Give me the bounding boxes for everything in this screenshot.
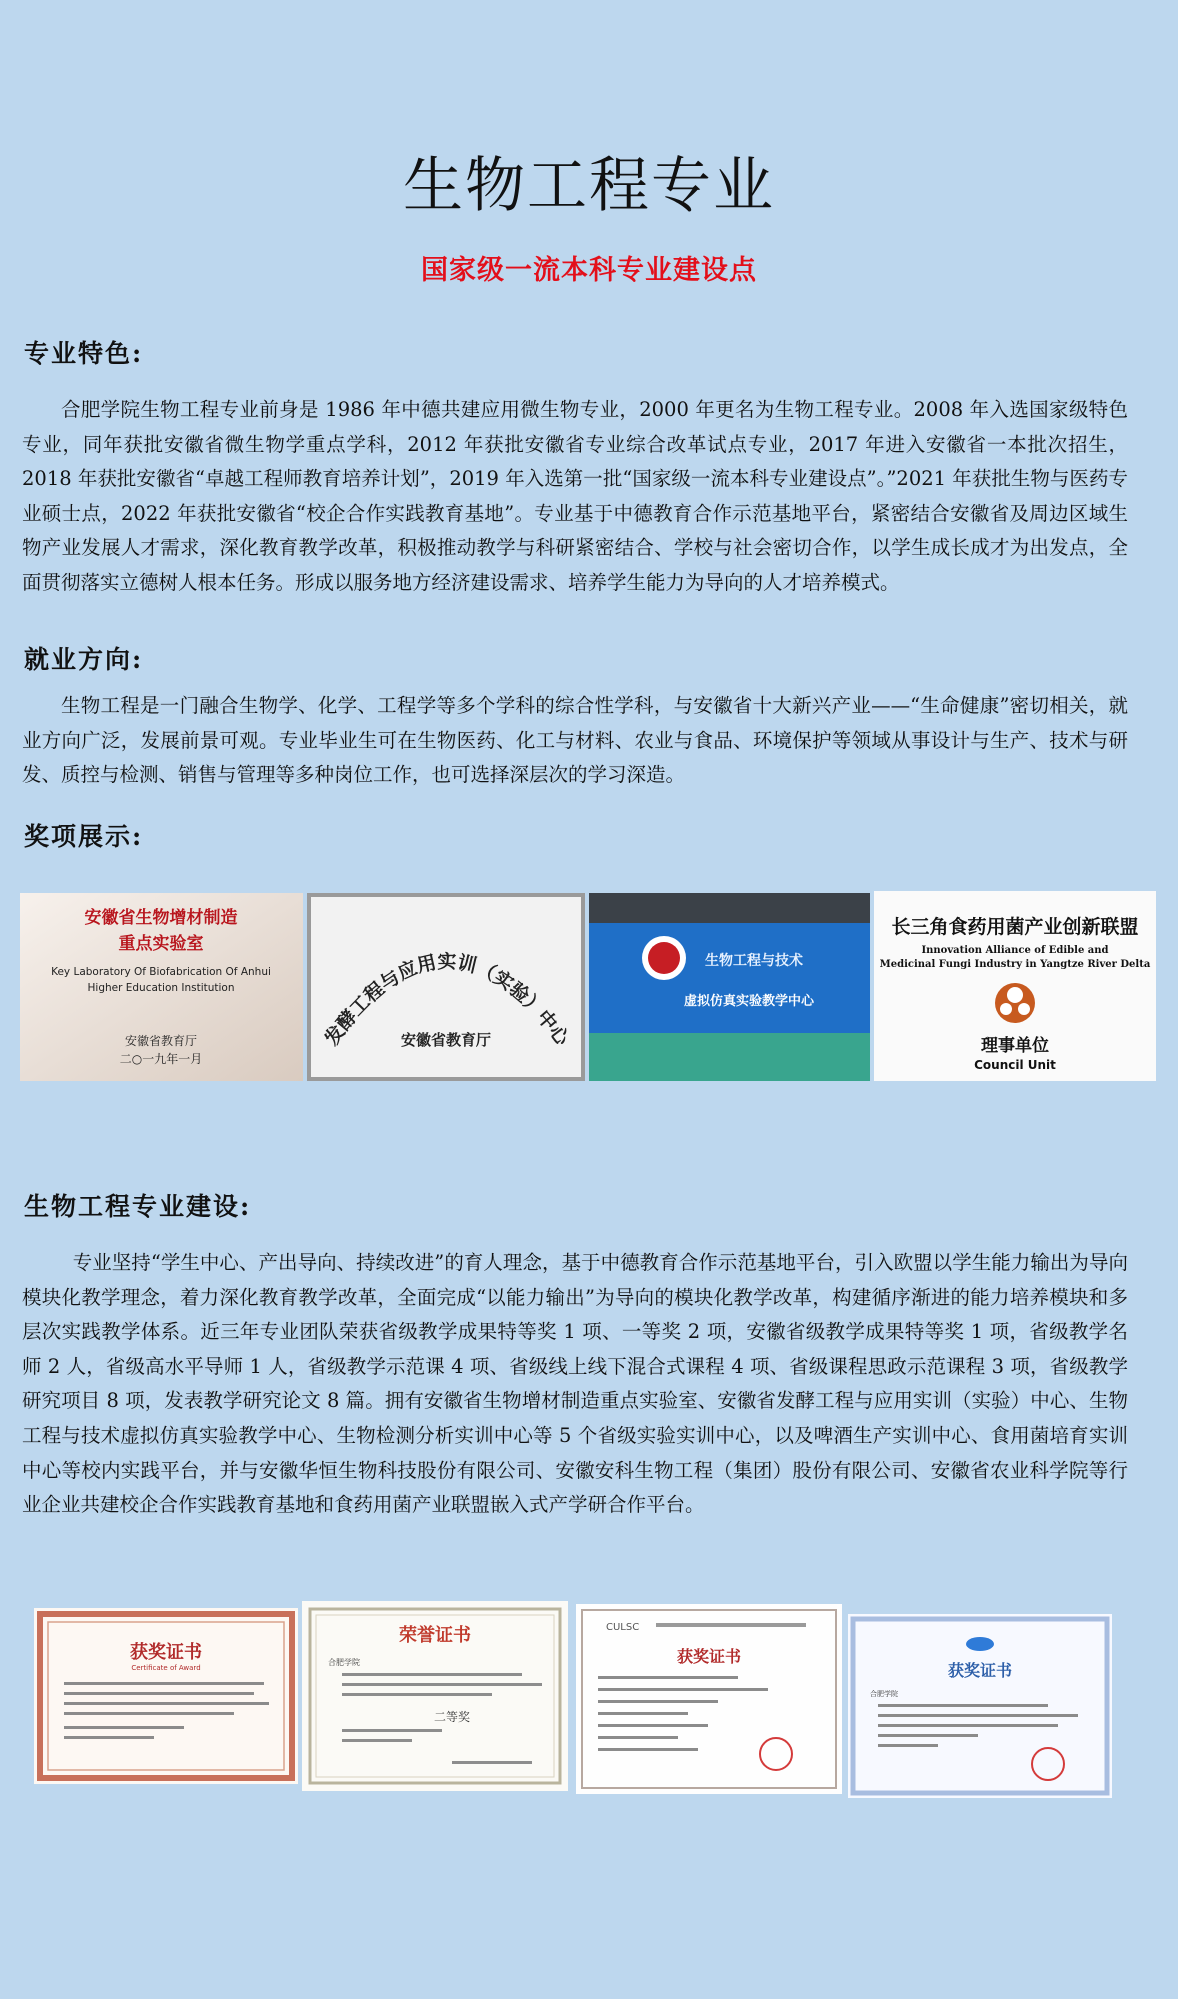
construction-heading: 生物工程专业建设: [24,1192,252,1221]
fungi-line2: Innovation Alliance of Edible and [921,945,1109,956]
key-lab-line4: Higher Education Institution [87,982,235,994]
cert1-subtitle: Certificate of Award [131,1664,201,1672]
cert4-logo-icon [966,1637,994,1651]
fungi-line3: Medicinal Fungi Industry in Yangtze River Delta [879,959,1151,970]
mushroom-logo-icon [995,983,1035,1023]
construction-body: 专业坚持“学生中心、产出导向、持续改进”的育人理念，基于中德教育合作示范基地平台，引入欧盟以学生能力输出为导向模块化教学理念，着力深化教育教学改革，全面完成“以能力输出”为导向的模块化教学改革，构建循序渐进的能力培养模块和多层次实践教学体系。近三年专业团队荣获省级教学成果特等奖 1 项、一等奖 2 项，安徽省级教学成果特等奖 1 项，省级教学名师 2 人，省级高水平导师 1 人，省级教学示范课 4 项、省级线上线下混合式课程 4 项、省级课程思政示范课程 3 项，省级教学研究项目 8 项，发表教学研究论文 8 篇。拥有安徽省生物增材制造重点实验室、安徽省发酵工程与应用实训（实验）中心、生物工程与技术虚拟仿真实验教学中心、生物检测分析实训中心等 5 个省级实验实训中心，以及啤酒生产实训中心、食用菌培育实训中心等校内实践平台，并与安徽华恒生物科技股份有限公司、安徽安科生物工程（集团）股份有限公司、安徽省农业科学院等行业企业共建校企合作实践教育基地和食药用菌产业联盟嵌入式产学研合作平台。 [22,1251,1128,1517]
key-lab-line2: 重点实验室 [118,934,204,954]
fermentation-bottom: 安徽省教育厅 [400,1031,492,1049]
award-photo-fungi-alliance [874,891,1156,1081]
certificate-1 [34,1608,298,1784]
key-lab-line3: Key Laboratory Of Biofabrication Of Anhui [51,966,271,978]
cert1-title: 获奖证书 [130,1642,202,1663]
employment-body: 生物工程是一门融合生物学、化学、工程学等多个学科的综合性学科，与安徽省十大新兴产业——“生命健康”密切相关，就业方向广泛，发展前景可观。专业毕业生可在生物医药、化工与材料、农业与食品、环境保护等领域从事设计与生产、技术与研发、质控与检测、销售与管理等多种岗位工作，也可选择深层次的学习深造。 [22,694,1128,787]
cert2-title: 荣誉证书 [399,1625,471,1646]
cert2-org: 合肥学院 [328,1658,360,1667]
key-lab-line5: 安徽省教育厅 [124,1034,198,1048]
fungi-line4: 理事单位 [981,1036,1049,1056]
features-heading: 专业特色: [24,339,144,368]
certificate-4 [848,1614,1112,1798]
awards-heading: 奖项展示: [24,822,144,851]
cert3-title: 获奖证书 [676,1647,742,1666]
cert3-brand: CULSC [606,1622,640,1633]
cert4-org: 合肥学院 [870,1690,898,1698]
page-title: 生物工程专业 [403,151,775,221]
key-lab-line6: 二○一九年一月 [119,1052,203,1066]
award-photo-virtual-sim [589,893,870,1081]
virtual-sim-line2: 虚拟仿真实验教学中心 [683,994,815,1009]
award-photo-fermentation [307,893,585,1081]
cert2-prize: 二等奖 [433,1710,471,1724]
certificate-2 [302,1601,568,1791]
cert4-title: 获奖证书 [947,1661,1013,1680]
features-body: 合肥学院生物工程专业前身是 1986 年中德共建应用微生物专业，2000 年更名为生物工程专业。2008 年入选国家级特色专业，同年获批安徽省微生物学重点学科，2012 年获批安徽省专业综合改革试点专业，2017 年进入安徽省一本批次招生，2018 年获批安徽省“卓越工程师教育培养计划”，2019 年入选第一批“国家级一流本科专业建设点”。”2021 年获批生物与医药专业硕士点，2022 年获批安徽省“校企合作实践教育基地”。专业基于中德教育合作示范基地平台，紧密结合安徽省及周边区域生物产业发展人才需求，深化教育教学改革，积极推动教学与科研紧密结合、学校与社会密切合作，以学生成长成才为出发点，全面贯彻落实立德树人根本任务。形成以服务地方经济建设需求、培养学生能力为导向的人才培养模式。 [22,398,1128,594]
employment-heading: 就业方向: [24,645,144,674]
award-photo-key-lab [20,893,303,1081]
fermentation-arc-text: 发酵工程与应用实训（实验）中心 [320,950,574,1050]
fungi-line1: 长三角食药用菌产业创新联盟 [891,916,1139,938]
fungi-line5: Council Unit [974,1058,1056,1072]
virtual-sim-line1: 生物工程与技术 [705,953,803,969]
certificate-3 [576,1604,842,1794]
page-subtitle: 国家级一流本科专业建设点 [421,255,757,286]
key-lab-line1: 安徽省生物增材制造 [84,908,238,928]
